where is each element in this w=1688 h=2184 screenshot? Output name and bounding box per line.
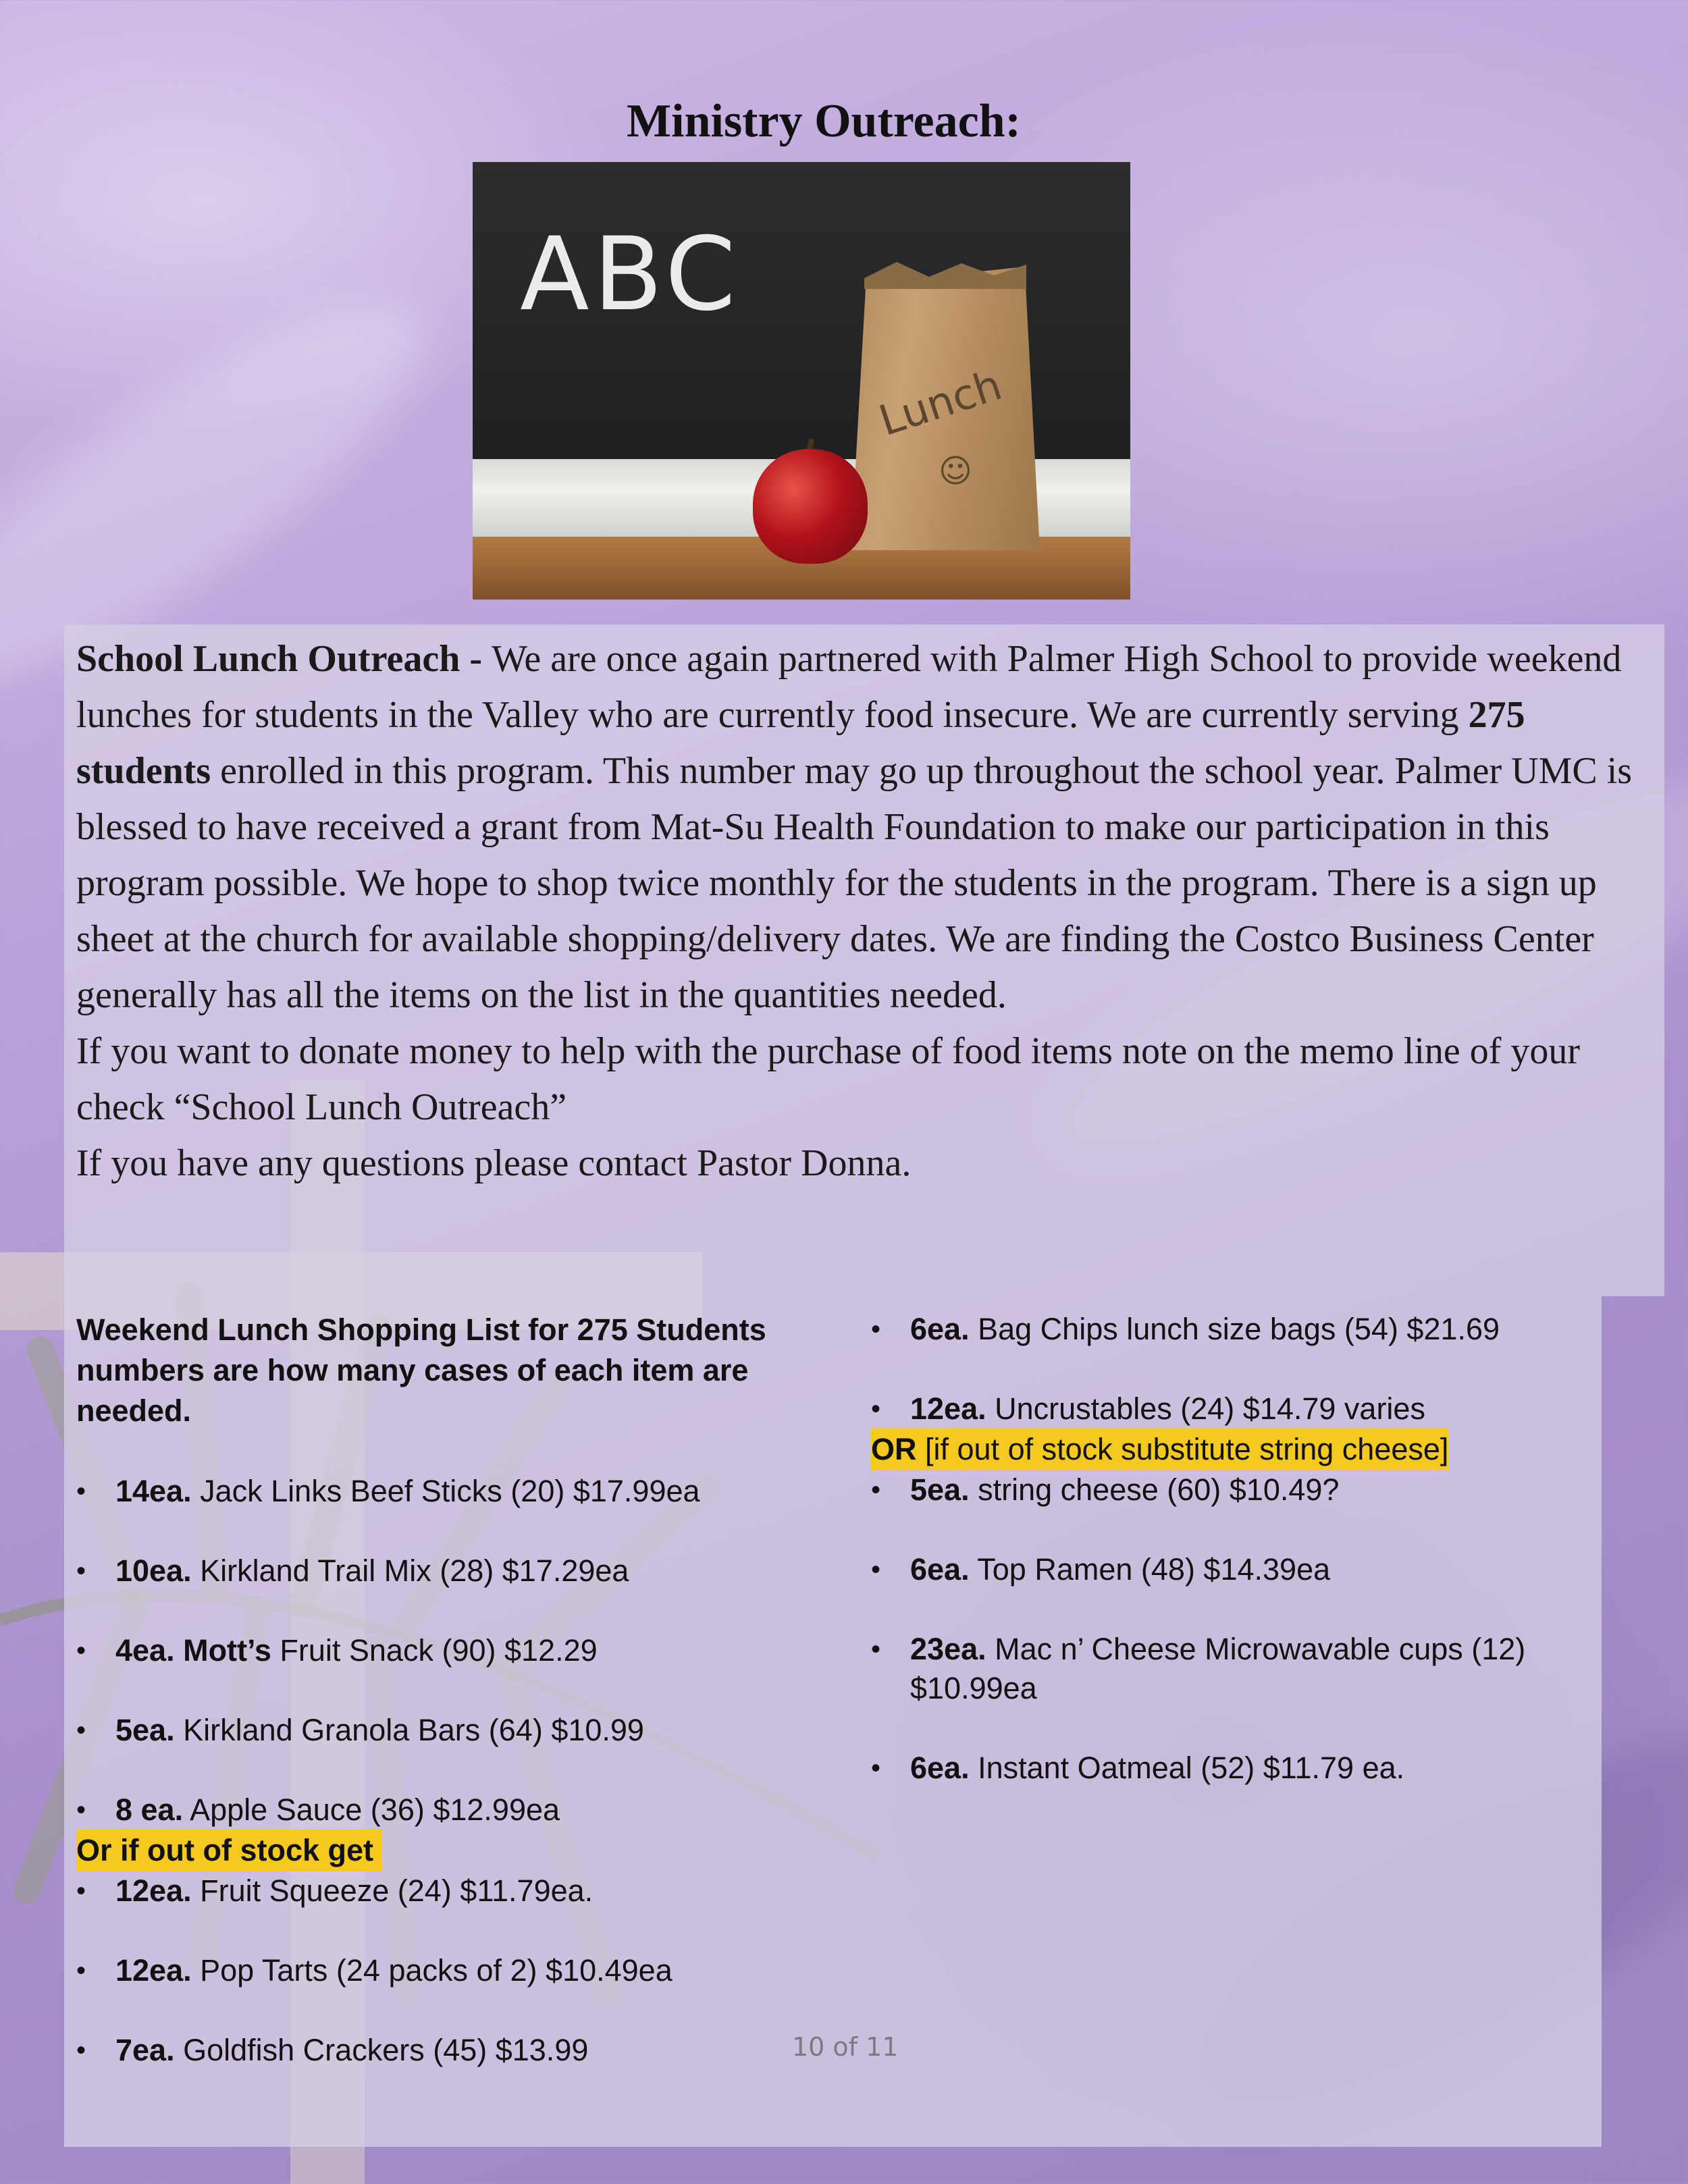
list-item: • 12ea. Uncrustables (24) $14.79 varies <box>871 1389 1587 1429</box>
outreach-dash: - <box>460 638 492 680</box>
shopping-list-heading: Weekend Lunch Shopping List for 275 Students numbers are how many cases of each item are needed. <box>76 1312 766 1428</box>
shopping-list-left-column <box>76 1296 819 2070</box>
outreach-text-2: enrolled in this program. This number may go up throughout the school year. Palmer UMC is blessed to have received a grant from Mat-Su Health Foundation to make our participation in this program possible. We hope to shop twice monthly for the students in the program. There is a sign up sheet at the church for available shopping/delivery dates. We are finding the Costco Business Center generally has all the items on the list in the quantities needed. <box>76 750 1633 1016</box>
student-count: 275 students <box>76 694 1525 792</box>
list-item: • 5ea. Kirkland Granola Bars (64) $10.99 <box>76 1711 819 1750</box>
shopping-list-right-column <box>871 1296 1587 1788</box>
list-item: • 7ea. Goldfish Crackers (45) $13.99 <box>76 2031 819 2070</box>
substitute-note: Or if out of stock get <box>76 1830 382 1871</box>
outreach-text-1: We are once again partnered with Palmer High School to provide weekend lunches for students in the Valley who are currently food insecure. We are currently serving <box>76 638 1622 736</box>
list-item: • 6ea. Top Ramen (48) $14.39ea <box>871 1550 1587 1589</box>
substitute-note: OR [if out of stock substitute string cheese] <box>871 1429 1448 1470</box>
outreach-description-panel <box>64 624 1664 1296</box>
page-number: 10 of 11 <box>792 2032 899 2062</box>
list-item: • 5ea. string cheese (60) $10.49? <box>871 1470 1587 1510</box>
list-item: • 6ea. Bag Chips lunch size bags (54) $21.69 <box>871 1310 1587 1349</box>
outreach-paragraph <box>76 631 1643 1192</box>
list-item: • 8 ea. Apple Sauce (36) $12.99ea <box>76 1790 819 1830</box>
donate-text: If you want to donate money to help with the purchase of food items note on the memo line of your check “School Lunch Outreach” <box>76 1030 1581 1128</box>
chalk-text: ABC <box>520 216 740 334</box>
list-item: • 14ea. Jack Links Beef Sticks (20) $17.99ea <box>76 1472 819 1511</box>
page-title: Ministry Outreach: <box>627 95 1021 147</box>
list-item: • 4ea. Mott’s Fruit Snack (90) $12.29 <box>76 1631 819 1670</box>
list-item: • 23ea. Mac n’ Cheese Microwavable cups (12) $10.99ea <box>871 1630 1587 1708</box>
smiley-icon: ☺ <box>939 452 973 490</box>
list-item: • 12ea. Fruit Squeeze (24) $11.79ea. <box>76 1871 819 1911</box>
apple-icon <box>753 449 868 564</box>
questions-text: If you have any questions please contact Pastor Donna. <box>76 1142 912 1184</box>
lunch-bag-photo <box>473 162 1130 600</box>
list-item: • 10ea. Kirkland Trail Mix (28) $17.29ea <box>76 1551 819 1591</box>
list-item: • 6ea. Instant Oatmeal (52) $11.79 ea. <box>871 1749 1587 1788</box>
shopping-list-panel <box>64 1296 1602 2147</box>
bag-label: Lunch <box>873 360 1008 446</box>
outreach-lead: School Lunch Outreach <box>76 638 460 680</box>
list-item: • 12ea. Pop Tarts (24 packs of 2) $10.49ea <box>76 1951 819 1990</box>
